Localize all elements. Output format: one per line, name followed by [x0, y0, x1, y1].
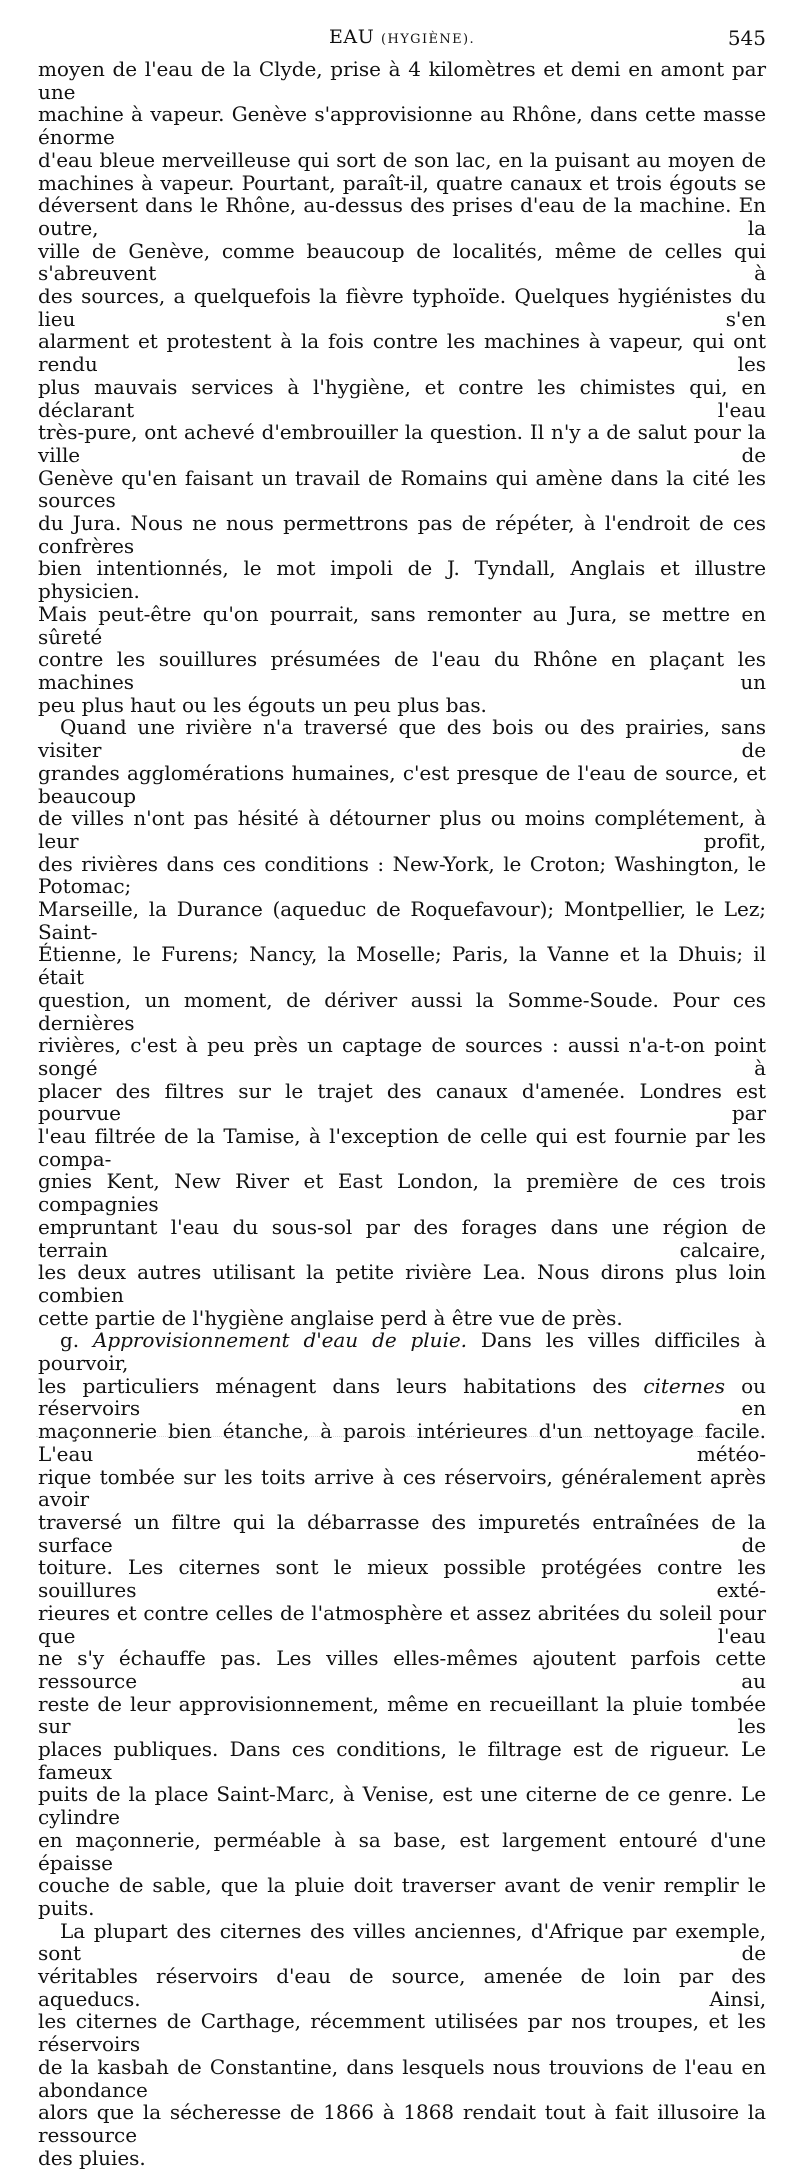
emphasized-word: citernes: [643, 1373, 725, 1398]
paragraph-line: de villes n'ont pas hésité à détourner plus ou moins complétement, à leur profit,: [38, 806, 766, 853]
paragraph-line: d'eau bleue merveilleuse qui sort de son lac, en la puisant au moyen de: [38, 147, 766, 172]
paragraph-line: des rivières dans ces conditions : New-York, le Croton; Washington, le Potomac;: [38, 851, 766, 899]
paragraph-line: moyen de l'eau de la Clyde, prise à 4 kilomètres et demi en amont par une: [38, 57, 766, 104]
paragraph-line: rieures et contre celles de l'atmosphère et assez abritées du soleil pour que l'eau: [38, 1600, 766, 1648]
running-title: [38, 26, 766, 48]
bottom-scan-artifact: [36, 1436, 760, 1439]
paragraph-line: ne s'y échauffe pas. Les villes elles-mêmes ajoutent parfois cette ressource au: [38, 1646, 766, 1693]
paragraph-line: question, un moment, de dériver aussi la Somme-Soude. Pour ces dernières: [38, 987, 766, 1035]
section-marker: g.: [60, 1328, 93, 1353]
paragraph-line: peu plus haut ou les égouts un peu plus bas.: [38, 692, 487, 717]
running-title-main: EAU: [328, 26, 381, 48]
paragraph-line: rivières, c'est à peu près un captage de sources : aussi n'a-t-on point songé à: [38, 1033, 766, 1080]
paragraph: [38, 1920, 766, 2170]
paragraph-line: cette partie de l'hygiène anglaise perd à être vue de près.: [38, 1305, 623, 1330]
paragraph-line: du Jura. Nous ne nous permettrons pas de répéter, à l'endroit de ces confrères: [38, 511, 766, 558]
paragraph-line: l'eau filtrée de la Tamise, à l'exception de celle qui est fournie par les compa-: [38, 1124, 766, 1171]
paragraph-line: machine à vapeur. Genève s'approvisionne au Rhône, dans cette masse énorme: [38, 102, 766, 150]
paragraph-line: Marseille, la Durance (aqueduc de Roquefavour); Montpellier, le Lez; Saint-: [38, 897, 766, 944]
paragraph-line: véritables réservoirs d'eau de source, amenée de loin par des aqueducs. Ainsi,: [38, 1964, 766, 2011]
paragraph-line: empruntant l'eau du sous-sol par des forages dans une région de terrain calcaire,: [38, 1214, 766, 1262]
paragraph-line: traversé un filtre qui la débarrasse des impuretés entraînées de la surface de: [38, 1510, 766, 1557]
section-heading: Approvisionnement d'eau de pluie.: [93, 1328, 467, 1353]
paragraph: [38, 58, 766, 716]
paragraph-line: Étienne, le Furens; Nancy, la Moselle; Paris, la Vanne et la Dhuis; il était: [38, 942, 766, 990]
paragraph-line: contre les souillures présumées de l'eau du Rhône en plaçant les machines un: [38, 647, 766, 694]
paragraph-line: gnies Kent, New River et East London, la première de ces trois compagnies: [38, 1169, 766, 1217]
paragraph-line: très-pure, ont achevé d'embrouiller la question. Il n'y a de salut pour la ville de: [38, 420, 766, 467]
paragraph-line: rique tombée sur les toits arrive à ces réservoirs, généralement après avoir: [38, 1464, 766, 1512]
paragraph-line: de la kasbah de Constantine, dans lesquels nous trouvions de l'eau en abondance: [38, 2054, 766, 2102]
paragraph-line: couche de sable, que la pluie doit traverser avant de venir remplir le puits.: [38, 1873, 766, 1920]
paragraph-line: plus mauvais services à l'hygiène, et contre les chimistes qui, en déclarant l'eau: [38, 374, 766, 422]
paragraph-line: les deux autres utilisant la petite rivière Lea. Nous dirons plus loin combien: [38, 1260, 766, 1307]
paragraph-line: Mais peut-être qu'on pourrait, sans remonter au Jura, se mettre en sûreté: [38, 601, 766, 649]
paragraph-line: toiture. Les citernes sont le mieux possible protégées contre les souillures exté-: [38, 1555, 766, 1603]
body-text: [38, 58, 766, 2169]
running-header: [38, 16, 766, 52]
paragraph-line: en maçonnerie, perméable à sa base, est largement entouré d'une épaisse: [38, 1827, 766, 1875]
paragraph-line: des pluies.: [38, 2145, 146, 2170]
paragraph-line: les particuliers ménagent dans leurs habitations des citernes ou réservoirs en: [38, 1373, 766, 1421]
paragraph-line: Genève qu'en faisant un travail de Romains qui amène dans la cité les sources: [38, 465, 766, 513]
paragraph-line: bien intentionnés, le mot impoli de J. Tyndall, Anglais et illustre physicien.: [38, 556, 766, 604]
paragraph-line: alors que la sécheresse de 1866 à 1868 rendait tout à fait illusoire la ressource: [38, 2100, 766, 2147]
paragraph-line: [38, 1329, 766, 1374]
paragraph-line: grandes agglomérations humaines, c'est presque de l'eau de source, et beaucoup: [38, 760, 766, 808]
page-number: 545: [727, 26, 766, 50]
running-title-sub: (HYGIÈNE).: [380, 32, 476, 47]
paragraph: [38, 1329, 766, 1919]
paragraph-line: les citernes de Carthage, récemment utilisées par nos troupes, et les réservoirs: [38, 2009, 766, 2057]
paragraph: [38, 716, 766, 1329]
paragraph-line: des sources, a quelquefois la fièvre typhoïde. Quelques hygiénistes du lieu s'en: [38, 284, 766, 331]
paragraph-line: déversent dans le Rhône, au-dessus des prises d'eau de la machine. En outre, la: [38, 193, 766, 240]
paragraph-line-text: Dans les villes difficiles à pourvoir,: [38, 1328, 766, 1376]
paragraph-line: machines à vapeur. Pourtant, paraît-il, quatre canaux et trois égouts se: [38, 170, 766, 195]
paragraph-line: maçonnerie bien étanche, à parois intérieures d'un nettoyage facile. L'eau météo-: [38, 1419, 766, 1466]
paragraph-line: puits de la place Saint-Marc, à Venise, est une citerne de ce genre. Le cylindre: [38, 1782, 766, 1830]
paragraph-line: Quand une rivière n'a traversé que des bois ou des prairies, sans visiter de: [38, 715, 766, 763]
paragraph-line: alarment et protestent à la fois contre les machines à vapeur, qui ont rendu les: [38, 329, 766, 377]
paragraph-line: reste de leur approvisionnement, même en recueillant la pluie tombée sur les: [38, 1691, 766, 1739]
paragraph-line: placer des filtres sur le trajet des canaux d'amenée. Londres est pourvue par: [38, 1078, 766, 1126]
paragraph-line: ville de Genève, comme beaucoup de localités, même de celles qui s'abreuvent à: [38, 238, 766, 286]
paragraph-line: La plupart des citernes des villes anciennes, d'Afrique par exemple, sont de: [38, 1918, 766, 1966]
paragraph-line: places publiques. Dans ces conditions, le filtrage est de rigueur. Le fameux: [38, 1737, 766, 1784]
